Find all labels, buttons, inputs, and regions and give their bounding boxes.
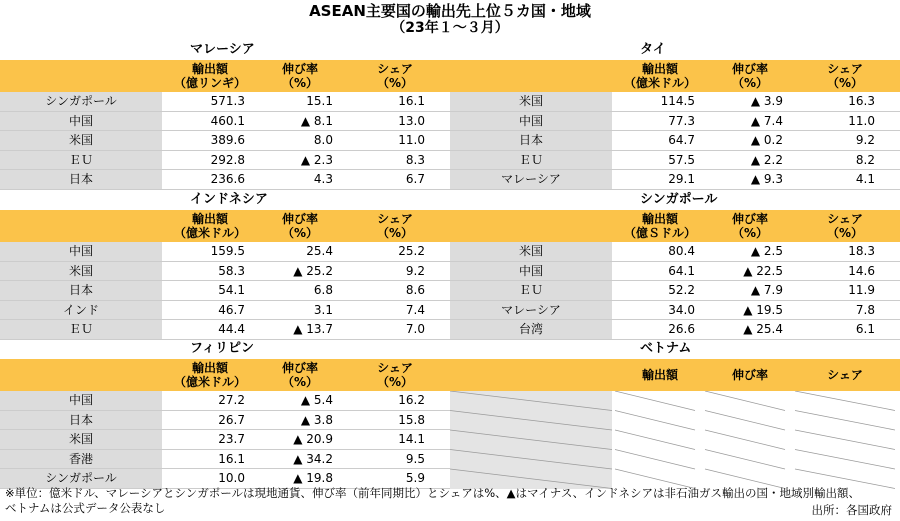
table-row: [0, 320, 450, 340]
row-label: インド: [0, 301, 162, 320]
panel-title: [450, 190, 900, 210]
data-cell: ▲ 7.4: [750, 113, 783, 128]
data-cell: 114.5: [660, 94, 695, 108]
source-note: 出所：各国政府: [811, 503, 892, 517]
table-header: [450, 359, 900, 391]
data-cell: 58.3: [218, 263, 245, 278]
data-cell: 9.2: [405, 263, 425, 278]
table-row: [0, 450, 450, 470]
data-cell: 16.3: [848, 94, 875, 108]
data-cell: ▲ 19.5: [743, 302, 783, 317]
data-cell: 389.6: [210, 133, 245, 147]
data-cell: 16.1: [398, 94, 425, 108]
data-cell: ▲ 3.9: [750, 94, 783, 108]
table-row: [0, 391, 450, 411]
data-cell: 77.3: [668, 113, 695, 128]
panel-malaysia: [0, 40, 450, 190]
data-cell: 5.9: [405, 471, 425, 485]
table-row: [450, 262, 900, 282]
data-cell: 64.7: [668, 133, 695, 147]
table-header: [0, 359, 450, 391]
row-label: 中国: [0, 242, 162, 261]
footnote-line-1: ※単位：億米ドル、マレーシアとシンガポールは現地通貨、伸び率（前年同期比）とシェアは%、▲はマイナス、インドネシアは非石油ガス輸出の国・地域別輸出額、: [5, 486, 861, 500]
table-row: [0, 92, 450, 112]
data-cell: ▲ 9.3: [750, 172, 783, 186]
data-cell: 11.9: [848, 283, 875, 297]
data-cell: 4.1: [855, 172, 875, 186]
table-row: [450, 281, 900, 301]
row-label: 日本: [450, 131, 612, 150]
row-label: ＥＵ: [0, 151, 162, 170]
table-row: [0, 262, 450, 282]
data-cell: ▲ 2.5: [750, 244, 783, 258]
row-label: 日本: [0, 281, 162, 300]
data-cell: 14.6: [848, 263, 875, 278]
panel-vietnam: [450, 339, 900, 391]
table-header: [450, 210, 900, 242]
data-cell: 26.6: [668, 322, 695, 336]
row-label: 米国: [0, 430, 162, 449]
row-label: 中国: [0, 112, 162, 131]
panel-title-text: フィリピン: [190, 341, 254, 356]
header-cell: 伸び率 （%）: [281, 212, 319, 240]
data-cell: 7.0: [405, 322, 425, 336]
data-cell: 57.5: [668, 152, 695, 167]
footnote-line-2: ベトナムは公式データ公表なし: [5, 501, 166, 515]
header-cell: シェア: [827, 368, 863, 382]
table-row: [0, 151, 450, 171]
data-cell: 9.5: [405, 451, 425, 466]
data-cell: ▲ 2.2: [750, 152, 783, 167]
data-cell: ▲ 7.9: [750, 283, 783, 297]
table-row: [0, 301, 450, 321]
data-cell: ▲ 22.5: [743, 263, 783, 278]
table-row: [450, 112, 900, 132]
data-cell: 23.7: [218, 432, 245, 446]
panel-title: [0, 40, 450, 60]
data-cell: 7.8: [855, 302, 875, 317]
data-cell: 27.2: [218, 393, 245, 407]
data-cell: 6.8: [313, 283, 333, 297]
data-cell: ▲ 3.8: [300, 412, 333, 427]
data-cell: 80.4: [668, 244, 695, 258]
row-label: ＥＵ: [0, 320, 162, 339]
data-cell: 34.0: [668, 302, 695, 317]
data-cell: 14.1: [398, 432, 425, 446]
row-label: 中国: [0, 391, 162, 410]
row-label: 台湾: [450, 320, 612, 339]
data-cell: 46.7: [218, 302, 245, 317]
data-cell: 18.3: [848, 244, 875, 258]
no-data-hatch: [450, 391, 895, 489]
panel-title: [0, 339, 450, 359]
header-cell: シェア （%）: [376, 361, 414, 389]
header-cell: シェア （%）: [826, 212, 864, 240]
header-cell: 輸出額 （億米ドル）: [173, 361, 246, 389]
panel-title-text: マレーシア: [190, 42, 255, 57]
row-label: 米国: [450, 92, 612, 111]
footnote: [5, 486, 895, 516]
table-row: [450, 131, 900, 151]
data-cell: 13.0: [398, 113, 425, 128]
data-cell: 292.8: [210, 152, 245, 167]
table-row: [0, 430, 450, 450]
header-cell: 伸び率 （%）: [731, 212, 769, 240]
data-cell: 571.3: [210, 94, 245, 108]
panel-title: [450, 339, 900, 359]
row-label: 米国: [0, 262, 162, 281]
header-cell: シェア （%）: [826, 62, 864, 90]
panel-philippines: [0, 339, 450, 489]
data-cell: 4.3: [313, 172, 333, 186]
panel-singapore: [450, 190, 900, 340]
table-row: [0, 112, 450, 132]
data-cell: 6.7: [405, 172, 425, 186]
panel-title-text: シンガポール: [640, 192, 718, 207]
panel-thailand: [450, 40, 900, 190]
table-row: [0, 170, 450, 190]
header-cell: 輸出額 （億Ｓドル）: [623, 212, 696, 240]
data-cell: 25.2: [398, 244, 425, 258]
data-cell: 10.0: [218, 471, 245, 485]
header-cell: 輸出額: [641, 368, 678, 382]
data-cell: 11.0: [848, 113, 875, 128]
data-cell: ▲ 5.4: [300, 393, 333, 407]
row-label: 米国: [0, 131, 162, 150]
header-cell: 伸び率: [731, 368, 768, 382]
data-cell: 8.3: [405, 152, 425, 167]
page-title: ASEAN主要国の輸出先上位５カ国・地域: [309, 2, 591, 20]
data-cell: 64.1: [668, 263, 695, 278]
data-cell: 16.1: [218, 451, 245, 466]
data-cell: 44.4: [218, 322, 245, 336]
data-cell: ▲ 8.1: [300, 113, 333, 128]
data-cell: 54.1: [218, 283, 245, 297]
header-cell: シェア （%）: [376, 212, 414, 240]
data-cell: 26.7: [218, 412, 245, 427]
row-label: 日本: [0, 411, 162, 430]
header-cell: 輸出額 （億米ドル）: [623, 62, 696, 90]
panel-title-text: タイ: [640, 42, 666, 57]
data-cell: 52.2: [668, 283, 695, 297]
table-header: [0, 210, 450, 242]
header-cell: 輸出額 （億米ドル）: [173, 212, 246, 240]
table-row: [0, 411, 450, 431]
data-cell: 460.1: [210, 113, 245, 128]
data-cell: ▲ 34.2: [293, 451, 333, 466]
header-cell: 伸び率 （%）: [281, 62, 319, 90]
table-row: [450, 151, 900, 171]
data-cell: ▲ 25.4: [743, 322, 783, 336]
data-cell: 11.0: [398, 133, 425, 147]
row-label: マレーシア: [450, 170, 612, 189]
table-row: [450, 301, 900, 321]
data-cell: ▲ 19.8: [293, 471, 333, 485]
data-cell: ▲ 25.2: [293, 263, 333, 278]
data-cell: 29.1: [668, 172, 695, 186]
panel-title-text: インドネシア: [190, 192, 268, 207]
table-row: [0, 131, 450, 151]
data-cell: 15.8: [398, 412, 425, 427]
data-cell: 3.1: [313, 302, 333, 317]
data-cell: 15.1: [306, 94, 333, 108]
data-cell: 8.2: [855, 152, 875, 167]
row-label: 香港: [0, 450, 162, 469]
data-cell: 8.6: [405, 283, 425, 297]
table-row: [0, 242, 450, 262]
row-label: 米国: [450, 242, 612, 261]
table-header: [0, 60, 450, 92]
row-label: ＥＵ: [450, 151, 612, 170]
data-cell: 159.5: [210, 244, 245, 258]
table-row: [450, 170, 900, 190]
data-cell: 6.1: [855, 322, 875, 336]
header-cell: 伸び率 （%）: [731, 62, 769, 90]
row-label: 中国: [450, 112, 612, 131]
row-label: シンガポール: [0, 469, 162, 488]
table-header: [450, 60, 900, 92]
data-cell: 25.4: [306, 244, 333, 258]
table-row: [0, 281, 450, 301]
panel-title-text: ベトナム: [640, 341, 692, 356]
data-cell: 9.2: [855, 133, 875, 147]
data-cell: 16.2: [398, 393, 425, 407]
page-subtitle: （23年１～３月）: [391, 20, 509, 36]
header-cell: 輸出額 （億リンギ）: [173, 62, 246, 90]
data-cell: 8.0: [313, 133, 333, 147]
panel-indonesia: [0, 190, 450, 340]
panel-title: [450, 40, 900, 60]
table-row: [450, 92, 900, 112]
data-cell: 7.4: [405, 302, 425, 317]
table-row: [450, 320, 900, 340]
data-cell: ▲ 0.2: [750, 133, 783, 147]
row-label: ＥＵ: [450, 281, 612, 300]
table-row: [450, 242, 900, 262]
data-cell: ▲ 13.7: [293, 322, 333, 336]
row-label: 日本: [0, 170, 162, 189]
panel-title: [0, 190, 450, 210]
data-cell: ▲ 2.3: [300, 152, 333, 167]
row-label: マレーシア: [450, 301, 612, 320]
data-cell: ▲ 20.9: [293, 432, 333, 446]
header-cell: シェア （%）: [376, 62, 414, 90]
data-cell: 236.6: [210, 172, 245, 186]
header-cell: 伸び率 （%）: [281, 361, 319, 389]
row-label: シンガポール: [0, 92, 162, 111]
row-label: 中国: [450, 262, 612, 281]
